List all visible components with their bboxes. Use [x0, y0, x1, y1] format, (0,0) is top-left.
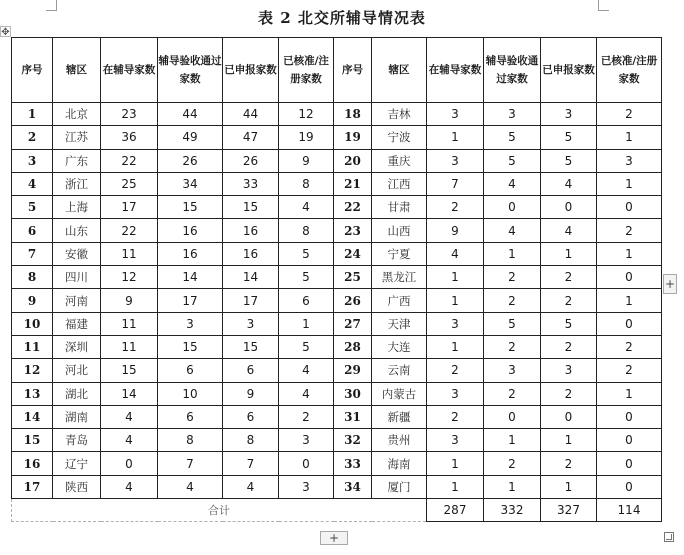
declared-cell: 5 [541, 149, 597, 172]
approved-cell: 0 [597, 452, 662, 475]
region-cell: 宁波 [372, 126, 427, 149]
region-cell: 陕西 [53, 475, 101, 498]
total-approved-cell: 114 [597, 499, 662, 522]
table-row [12, 266, 662, 289]
in-guidance-cell: 17 [101, 196, 158, 219]
in-guidance-cell: 2 [427, 359, 484, 382]
in-guidance-cell: 15 [101, 359, 158, 382]
passed-cell: 17 [158, 289, 223, 312]
region-cell: 上海 [53, 196, 101, 219]
passed-cell: 5 [484, 149, 541, 172]
region-cell: 四川 [53, 266, 101, 289]
declared-cell: 5 [541, 312, 597, 335]
approved-cell: 0 [597, 196, 662, 219]
in-guidance-cell: 2 [427, 196, 484, 219]
seq-cell: 7 [12, 242, 53, 265]
passed-cell: 2 [484, 289, 541, 312]
declared-cell: 1 [541, 242, 597, 265]
approved-cell: 1 [597, 172, 662, 195]
seq-cell: 5 [12, 196, 53, 219]
seq-cell: 28 [334, 335, 372, 358]
seq-cell: 31 [334, 405, 372, 428]
region-cell: 云南 [372, 359, 427, 382]
declared-cell: 6 [223, 405, 279, 428]
in-guidance-cell: 11 [101, 312, 158, 335]
passed-cell: 2 [484, 266, 541, 289]
in-guidance-cell: 3 [427, 312, 484, 335]
approved-cell: 3 [279, 475, 334, 498]
header-approved: 已核准/注册家数 [279, 38, 334, 103]
approved-cell: 1 [597, 289, 662, 312]
in-guidance-cell: 11 [101, 335, 158, 358]
in-guidance-cell: 1 [427, 126, 484, 149]
seq-cell: 17 [12, 475, 53, 498]
approved-cell: 4 [279, 382, 334, 405]
region-cell: 湖南 [53, 405, 101, 428]
header-declared: 已申报家数 [223, 38, 279, 103]
declared-cell: 1 [541, 475, 597, 498]
passed-cell: 1 [484, 429, 541, 452]
passed-cell: 7 [158, 452, 223, 475]
declared-cell: 44 [223, 103, 279, 126]
approved-cell: 19 [279, 126, 334, 149]
in-guidance-cell: 14 [101, 382, 158, 405]
region-cell: 青岛 [53, 429, 101, 452]
approved-cell: 2 [597, 359, 662, 382]
seq-cell: 27 [334, 312, 372, 335]
in-guidance-cell: 3 [427, 429, 484, 452]
region-cell: 厦门 [372, 475, 427, 498]
declared-cell: 15 [223, 196, 279, 219]
seq-cell: 24 [334, 242, 372, 265]
passed-cell: 2 [484, 335, 541, 358]
approved-cell: 0 [597, 312, 662, 335]
region-cell: 贵州 [372, 429, 427, 452]
seq-cell: 23 [334, 219, 372, 242]
declared-cell: 0 [541, 405, 597, 428]
declared-cell: 7 [223, 452, 279, 475]
approved-cell: 4 [279, 196, 334, 219]
region-cell: 甘肃 [372, 196, 427, 219]
region-cell: 北京 [53, 103, 101, 126]
approved-cell: 0 [597, 429, 662, 452]
region-cell: 浙江 [53, 172, 101, 195]
approved-cell: 0 [597, 475, 662, 498]
region-cell: 辽宁 [53, 452, 101, 475]
header-approved: 已核准/注册家数 [597, 38, 662, 103]
approved-cell: 5 [279, 242, 334, 265]
passed-cell: 6 [158, 359, 223, 382]
seq-cell: 18 [334, 103, 372, 126]
passed-cell: 14 [158, 266, 223, 289]
region-cell: 重庆 [372, 149, 427, 172]
declared-cell: 3 [541, 103, 597, 126]
header-region: 辖区 [372, 38, 427, 103]
region-cell: 内蒙古 [372, 382, 427, 405]
table-row [12, 172, 662, 195]
table-row [12, 219, 662, 242]
in-guidance-cell: 22 [101, 219, 158, 242]
declared-cell: 3 [223, 312, 279, 335]
declared-cell: 6 [223, 359, 279, 382]
passed-cell: 16 [158, 219, 223, 242]
region-cell: 福建 [53, 312, 101, 335]
seq-cell: 12 [12, 359, 53, 382]
seq-cell: 11 [12, 335, 53, 358]
passed-cell: 4 [484, 219, 541, 242]
region-cell: 吉林 [372, 103, 427, 126]
passed-cell: 26 [158, 149, 223, 172]
in-guidance-cell: 4 [101, 405, 158, 428]
header-declared: 已申报家数 [541, 38, 597, 103]
passed-cell: 49 [158, 126, 223, 149]
region-cell: 天津 [372, 312, 427, 335]
total-declared-cell: 327 [541, 499, 597, 522]
passed-cell: 2 [484, 452, 541, 475]
table-row [12, 359, 662, 382]
in-guidance-cell: 9 [427, 219, 484, 242]
region-cell: 江西 [372, 172, 427, 195]
declared-cell: 3 [541, 359, 597, 382]
passed-cell: 3 [484, 103, 541, 126]
passed-cell: 5 [484, 312, 541, 335]
in-guidance-cell: 11 [101, 242, 158, 265]
region-cell: 深圳 [53, 335, 101, 358]
region-cell: 山东 [53, 219, 101, 242]
seq-cell: 4 [12, 172, 53, 195]
seq-cell: 22 [334, 196, 372, 219]
add-row-button[interactable]: + [320, 531, 348, 545]
declared-cell: 16 [223, 219, 279, 242]
seq-cell: 29 [334, 359, 372, 382]
total-label: 合计 [12, 499, 427, 522]
in-guidance-cell: 3 [427, 149, 484, 172]
declared-cell: 1 [541, 429, 597, 452]
region-cell: 大连 [372, 335, 427, 358]
passed-cell: 44 [158, 103, 223, 126]
declared-cell: 47 [223, 126, 279, 149]
table-move-handle-icon[interactable]: ✥ [1, 27, 10, 38]
table-row [12, 429, 662, 452]
seq-cell: 13 [12, 382, 53, 405]
approved-cell: 5 [279, 266, 334, 289]
region-cell: 安徽 [53, 242, 101, 265]
in-guidance-cell: 4 [427, 242, 484, 265]
header-region: 辖区 [53, 38, 101, 103]
table-row [12, 242, 662, 265]
passed-cell: 3 [158, 312, 223, 335]
table-title: 表 2 北交所辅导情况表 [258, 9, 426, 27]
approved-cell: 0 [279, 452, 334, 475]
declared-cell: 17 [223, 289, 279, 312]
header-in-guidance: 在辅导家数 [427, 38, 484, 103]
seq-cell: 26 [334, 289, 372, 312]
approved-cell: 12 [279, 103, 334, 126]
header-seq: 序号 [334, 38, 372, 103]
region-cell: 江苏 [53, 126, 101, 149]
approved-cell: 5 [279, 335, 334, 358]
approved-cell: 4 [279, 359, 334, 382]
table-row [12, 103, 662, 126]
header-in-guidance: 在辅导家数 [101, 38, 158, 103]
seq-cell: 2 [12, 126, 53, 149]
seq-cell: 6 [12, 219, 53, 242]
region-cell: 广东 [53, 149, 101, 172]
approved-cell: 3 [279, 429, 334, 452]
declared-cell: 4 [223, 475, 279, 498]
passed-cell: 3 [484, 359, 541, 382]
in-guidance-cell: 23 [101, 103, 158, 126]
seq-cell: 9 [12, 289, 53, 312]
seq-cell: 33 [334, 452, 372, 475]
seq-cell: 15 [12, 429, 53, 452]
region-cell: 宁夏 [372, 242, 427, 265]
in-guidance-cell: 12 [101, 266, 158, 289]
approved-cell: 1 [279, 312, 334, 335]
approved-cell: 2 [279, 405, 334, 428]
in-guidance-cell: 36 [101, 126, 158, 149]
passed-cell: 4 [484, 172, 541, 195]
seq-cell: 3 [12, 149, 53, 172]
in-guidance-cell: 25 [101, 172, 158, 195]
in-guidance-cell: 1 [427, 289, 484, 312]
region-cell: 湖北 [53, 382, 101, 405]
table-resize-handle-icon[interactable] [664, 532, 674, 542]
passed-cell: 15 [158, 335, 223, 358]
seq-cell: 20 [334, 149, 372, 172]
region-cell: 海南 [372, 452, 427, 475]
table-row [12, 196, 662, 219]
header-passed: 辅导验收通过家数 [484, 38, 541, 103]
region-cell: 河南 [53, 289, 101, 312]
declared-cell: 33 [223, 172, 279, 195]
declared-cell: 16 [223, 242, 279, 265]
declared-cell: 2 [541, 335, 597, 358]
in-guidance-cell: 2 [427, 405, 484, 428]
region-cell: 黑龙江 [372, 266, 427, 289]
total-row [12, 499, 662, 522]
passed-cell: 15 [158, 196, 223, 219]
table-row [12, 289, 662, 312]
approved-cell: 8 [279, 172, 334, 195]
declared-cell: 2 [541, 289, 597, 312]
approved-cell: 1 [597, 382, 662, 405]
in-guidance-cell: 1 [427, 452, 484, 475]
declared-cell: 9 [223, 382, 279, 405]
seq-cell: 19 [334, 126, 372, 149]
in-guidance-cell: 7 [427, 172, 484, 195]
passed-cell: 6 [158, 405, 223, 428]
seq-cell: 10 [12, 312, 53, 335]
approved-cell: 9 [279, 149, 334, 172]
passed-cell: 1 [484, 475, 541, 498]
in-guidance-cell: 4 [101, 429, 158, 452]
seq-cell: 16 [12, 452, 53, 475]
declared-cell: 0 [541, 196, 597, 219]
seq-cell: 32 [334, 429, 372, 452]
in-guidance-cell: 1 [427, 335, 484, 358]
table-row [12, 382, 662, 405]
in-guidance-cell: 0 [101, 452, 158, 475]
passed-cell: 4 [158, 475, 223, 498]
passed-cell: 0 [484, 196, 541, 219]
in-guidance-cell: 3 [427, 382, 484, 405]
in-guidance-cell: 3 [427, 103, 484, 126]
declared-cell: 8 [223, 429, 279, 452]
approved-cell: 2 [597, 219, 662, 242]
approved-cell: 2 [597, 103, 662, 126]
seq-cell: 30 [334, 382, 372, 405]
seq-cell: 1 [12, 103, 53, 126]
passed-cell: 16 [158, 242, 223, 265]
in-guidance-cell: 9 [101, 289, 158, 312]
declared-cell: 15 [223, 335, 279, 358]
add-column-button[interactable]: + [663, 274, 677, 294]
region-cell: 河北 [53, 359, 101, 382]
approved-cell: 2 [597, 335, 662, 358]
seq-cell: 21 [334, 172, 372, 195]
header-row [12, 38, 662, 103]
approved-cell: 0 [597, 405, 662, 428]
passed-cell: 34 [158, 172, 223, 195]
approved-cell: 0 [597, 266, 662, 289]
region-cell: 山西 [372, 219, 427, 242]
approved-cell: 1 [597, 126, 662, 149]
table-row [12, 312, 662, 335]
approved-cell: 6 [279, 289, 334, 312]
header-seq: 序号 [12, 38, 53, 103]
passed-cell: 2 [484, 382, 541, 405]
declared-cell: 2 [541, 382, 597, 405]
approved-cell: 1 [597, 242, 662, 265]
declared-cell: 26 [223, 149, 279, 172]
approved-cell: 8 [279, 219, 334, 242]
table-row [12, 126, 662, 149]
seq-cell: 14 [12, 405, 53, 428]
seq-cell: 34 [334, 475, 372, 498]
table-row [12, 149, 662, 172]
passed-cell: 5 [484, 126, 541, 149]
seq-cell: 25 [334, 266, 372, 289]
in-guidance-cell: 1 [427, 475, 484, 498]
passed-cell: 8 [158, 429, 223, 452]
declared-cell: 5 [541, 126, 597, 149]
total-passed-cell: 332 [484, 499, 541, 522]
passed-cell: 10 [158, 382, 223, 405]
declared-cell: 2 [541, 266, 597, 289]
table-row [12, 452, 662, 475]
region-cell: 广西 [372, 289, 427, 312]
table-row [12, 475, 662, 498]
header-passed: 辅导验收通过家数 [158, 38, 223, 103]
declared-cell: 4 [541, 219, 597, 242]
passed-cell: 0 [484, 405, 541, 428]
seq-cell: 8 [12, 266, 53, 289]
declared-cell: 4 [541, 172, 597, 195]
region-cell: 新疆 [372, 405, 427, 428]
table-row [12, 335, 662, 358]
table-row [12, 405, 662, 428]
in-guidance-cell: 4 [101, 475, 158, 498]
guidance-table [11, 37, 662, 522]
declared-cell: 2 [541, 452, 597, 475]
total-in-guidance-cell: 287 [427, 499, 484, 522]
passed-cell: 1 [484, 242, 541, 265]
approved-cell: 3 [597, 149, 662, 172]
declared-cell: 14 [223, 266, 279, 289]
in-guidance-cell: 22 [101, 149, 158, 172]
in-guidance-cell: 1 [427, 266, 484, 289]
